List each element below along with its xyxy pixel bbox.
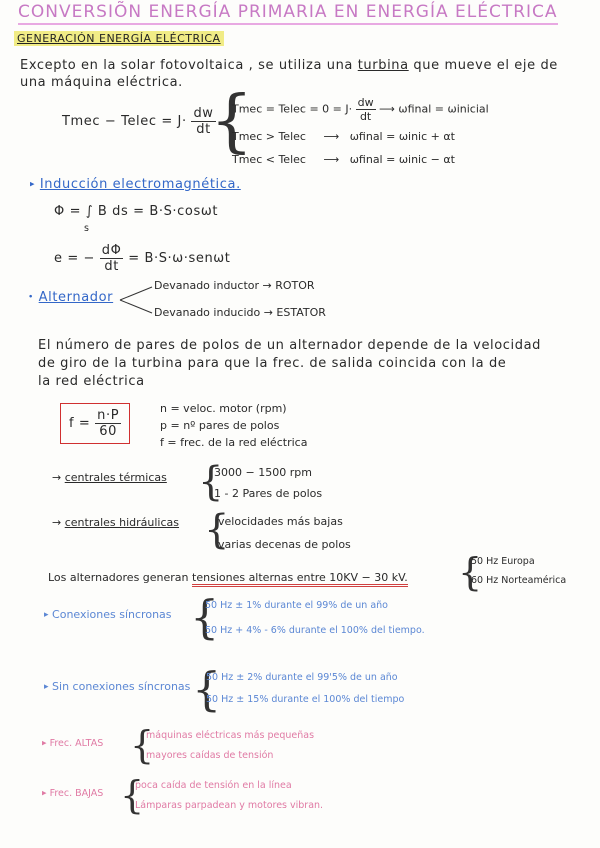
- case-3: [232, 153, 455, 166]
- sin-conexiones-item-2: 50 Hz ± 15% durante el 100% del tiempo: [206, 694, 405, 705]
- emf-num: dΦ: [101, 243, 122, 258]
- formula-lhs: f =: [69, 416, 91, 431]
- emf-lhs: e = −: [54, 251, 96, 266]
- case-1: [232, 96, 489, 123]
- freq-region-brace: {: [458, 550, 483, 594]
- sin-conexiones-label: [44, 680, 190, 693]
- emf-den: dt: [104, 259, 119, 274]
- termicas-label-text: centrales térmicas: [64, 471, 167, 484]
- case-1-result: ωfinal = ωinicial: [398, 102, 489, 116]
- arrow-icon: →: [52, 516, 62, 529]
- section-heading: GENERACIÓN ENERGÍA ELÉCTRICA: [14, 31, 224, 46]
- case-1-fraction: [356, 96, 376, 123]
- sin-conexiones-brace: {: [192, 662, 222, 716]
- termicas-brace: {: [198, 459, 224, 505]
- arrow-icon: ⟶: [309, 130, 347, 143]
- formula-den: 60: [99, 424, 118, 439]
- paragraph-line-2: de giro de la turbina para que la frec. de salida coincida con la de: [38, 356, 507, 371]
- case-2-result: ωfinal = ωinic + αt: [349, 130, 455, 143]
- cases-brace: {: [210, 82, 254, 161]
- legend-n: n = veloc. motor (rpm): [160, 402, 287, 415]
- hidraulicas-brace: {: [204, 507, 230, 553]
- arrow-icon: ⟶: [309, 153, 347, 166]
- termicas-label: [52, 471, 167, 484]
- hidraulicas-item-1: velocidades más bajas: [218, 515, 343, 528]
- intro-text-a: Excepto en la solar fotovoltaica , se utiliza una: [20, 58, 353, 73]
- alternador-heading-text: Alternador: [38, 290, 114, 305]
- bullet-icon: ▸: [42, 788, 47, 799]
- emf-fraction: [100, 243, 124, 274]
- torque-num: dw: [193, 106, 214, 121]
- alternadores-line: [48, 571, 408, 584]
- emf-rhs: = B·S·ω·senωt: [128, 251, 231, 266]
- formula-fraction: [95, 408, 121, 439]
- frec-altas-item-1: máquinas eléctricas más pequeñas: [146, 730, 315, 741]
- conexiones-label-text: Conexiones síncronas: [52, 608, 172, 621]
- torque-den: dt: [196, 122, 211, 137]
- conexiones-item-1: 50 Hz ± 1% durante el 99% de un año: [205, 600, 388, 611]
- frec-bajas-label-text: Frec. BAJAS: [49, 788, 104, 799]
- alternador-item-2: Devanado inducido → ESTATOR: [154, 306, 326, 319]
- intro-turbina: turbina: [357, 58, 409, 73]
- case-3-result: ωfinal = ωinic − αt: [349, 153, 455, 166]
- flux-equation: Φ = ∫ B ds = B·S·cosωt: [54, 204, 219, 219]
- conexiones-item-2: 50 Hz + 4% - 6% durante el 100% del tiempo.: [205, 625, 425, 636]
- induccion-heading-text: Inducción electromagnética.: [39, 177, 241, 192]
- frec-bajas-item-1: poca caída de tensión en la línea: [135, 780, 292, 791]
- frec-bajas-label: [42, 788, 103, 799]
- frequency-formula: [60, 403, 130, 444]
- hidraulicas-label-text: centrales hidráulicas: [64, 516, 180, 529]
- frec-altas-label: [42, 738, 103, 749]
- frec-altas-label-text: Frec. ALTAS: [49, 738, 104, 749]
- frec-bajas-brace: {: [120, 773, 145, 817]
- emf-equation: [54, 243, 231, 274]
- intro-text-b: que mueve el eje de: [413, 58, 558, 73]
- freq-europa: 50 Hz Europa: [471, 556, 535, 567]
- case-2: [232, 130, 455, 143]
- hidraulicas-label: [52, 516, 179, 529]
- case-1-num: dw: [357, 96, 374, 109]
- bullet-icon: ▸: [30, 179, 36, 190]
- case-3-cond: Tmec < Telec: [232, 153, 306, 166]
- arrow-icon: →: [52, 471, 62, 484]
- bullet-icon: ▸: [42, 738, 47, 749]
- frec-bajas-item-2: Lámparas parpadean y motores vibran.: [135, 800, 324, 811]
- termicas-item-1: 3000 − 1500 rpm: [214, 466, 312, 479]
- intro-line-1: [20, 58, 558, 73]
- page-title: CONVERSIÕN ENERGÍA PRIMARIA EN ENERGÍA ELÉCTRICA: [18, 2, 558, 25]
- legend-f: f = frec. de la red eléctrica: [160, 436, 308, 449]
- flux-subscript: s: [84, 223, 89, 234]
- bullet-icon: ▸: [44, 610, 49, 620]
- frec-altas-brace: {: [130, 723, 155, 767]
- alternador-heading: [28, 290, 113, 305]
- legend-p: p = nº pares de polos: [160, 419, 280, 432]
- case-2-cond: Tmec > Telec: [232, 130, 306, 143]
- sin-conexiones-label-text: Sin conexiones síncronas: [52, 680, 191, 693]
- bullet-icon: •: [28, 292, 34, 303]
- hidraulicas-item-2: varias decenas de polos: [218, 538, 351, 551]
- alternadores-text-a: Los alternadores generan: [48, 571, 189, 584]
- termicas-item-2: 1 - 2 Pares de polos: [214, 487, 323, 500]
- paragraph-line-3: la red eléctrica: [38, 374, 145, 389]
- paragraph-line-1: El número de pares de polos de un alternador depende de la velocidad: [38, 338, 542, 353]
- alternadores-text-b: tensiones alternas entre 10KV − 30 kV.: [192, 571, 408, 587]
- arrow-icon: ⟶: [379, 102, 399, 116]
- torque-equation: [62, 106, 216, 137]
- induccion-heading: [30, 177, 241, 192]
- bullet-icon: ▸: [44, 682, 49, 692]
- conexiones-label: [44, 608, 172, 621]
- formula-num: n·P: [97, 408, 120, 423]
- case-1-den: dt: [359, 110, 372, 123]
- intro-line-2: una máquina eléctrica.: [20, 75, 183, 90]
- torque-lhs: Tmec − Telec = J·: [62, 114, 187, 129]
- branch-arrows-icon: [118, 282, 154, 318]
- conexiones-brace: {: [190, 590, 220, 644]
- alternador-item-1: Devanado inductor → ROTOR: [154, 279, 315, 292]
- case-1-cond: Tmec = Telec = 0 = J·: [232, 102, 353, 116]
- frec-altas-item-2: mayores caídas de tensión: [146, 750, 274, 761]
- sin-conexiones-item-1: 50 Hz ± 2% durante el 99'5% de un año: [206, 672, 398, 683]
- freq-norteamerica: 60 Hz Norteamérica: [471, 575, 567, 586]
